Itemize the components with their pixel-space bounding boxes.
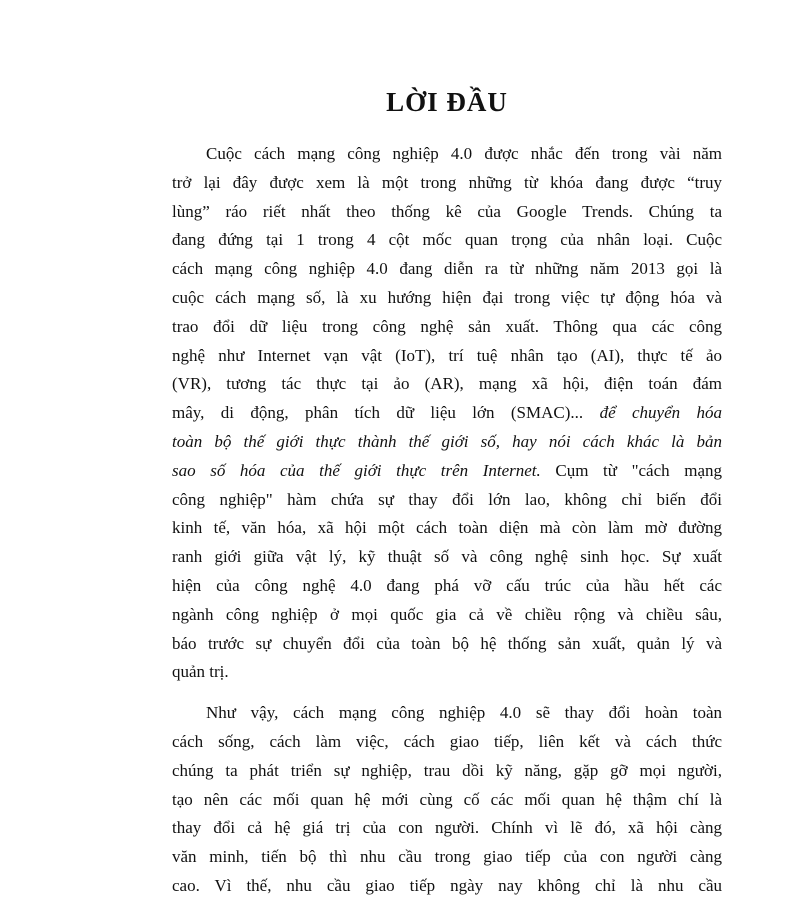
text-line: đang đứng tại 1 trong 4 cột mốc quan trọng của nhân loại. Cuộc <box>172 230 722 250</box>
text-segment: Cụm từ "cách mạng <box>555 460 723 480</box>
text-line: (VR), tương tác thực tại ảo (AR), mạng xã hội, điện toán đám <box>172 374 722 394</box>
text-line-italic <box>172 428 722 457</box>
text-line: báo trước sự chuyển đổi của toàn bộ hệ thống sản xuất, quản lý và <box>172 633 722 653</box>
text-line: Cuộc cách mạng công nghiệp 4.0 được nhắc đến trong vài năm <box>206 144 722 163</box>
text-line: tạo nên các mối quan hệ mới cùng cố các mối quan hệ thậm chí là <box>172 789 722 809</box>
text-line: công nghiệp" hàm chứa sự thay đổi lớn lao, không chỉ biến đổi <box>172 489 722 509</box>
italic-segment: toàn bộ thế giới thực thành thế giới số, hay nói cách khác là bản <box>172 431 722 451</box>
text-line: cuộc cách mạng số, là xu hướng hiện đại trong việc tự động hóa và <box>172 287 722 307</box>
text-line: kinh tế, văn hóa, xã hội một cách toàn diện mà còn làm mờ đường <box>172 518 722 538</box>
text-line-mixed <box>172 399 722 428</box>
document-page <box>172 86 722 901</box>
italic-segment: để chuyển hóa <box>599 403 723 423</box>
text-line: cách mạng công nghiệp 4.0 đang diễn ra từ những năm 2013 gọi là <box>172 259 722 279</box>
text-line: nghệ như Internet vạn vật (IoT), trí tuệ nhân tạo (AI), thực tế ảo <box>172 345 722 365</box>
text-line: văn minh, tiến bộ thì nhu cầu trong giao tiếp của con người càng <box>172 847 722 867</box>
text-line: lùng” ráo riết nhất theo thống kê của Google Trends. Chúng ta <box>172 201 722 221</box>
text-line-mixed <box>172 457 722 486</box>
text-line: cao. Vì thế, nhu cầu giao tiếp ngày nay không chỉ là nhu cầu <box>172 875 722 895</box>
text-line: ranh giới giữa vật lý, kỹ thuật số và công nghệ sinh học. Sự xuất <box>172 547 722 567</box>
text-line: cách sống, cách làm việc, cách giao tiếp, liên kết và cách thức <box>172 731 722 751</box>
text-line: ngành công nghiệp ở mọi quốc gia cả về chiều rộng và chiều sâu, <box>172 604 722 624</box>
text-line: hiện của công nghệ 4.0 đang phá vỡ cấu trúc của hầu hết các <box>172 575 722 595</box>
text-segment: mây, di động, phân tích dữ liệu lớn (SMAC)... <box>172 403 584 423</box>
text-line: trở lại đây được xem là một trong những từ khóa đang được “truy <box>172 172 722 192</box>
italic-segment: sao số hóa của thế giới thực trên Internet. <box>172 460 541 480</box>
page-title: LỜI ĐẦU <box>386 87 508 117</box>
text-line: thay đổi cả hệ giá trị của con người. Chính vì lẽ đó, xã hội càng <box>172 818 722 838</box>
text-line: Như vậy, cách mạng công nghiệp 4.0 sẽ thay đổi hoàn toàn <box>206 703 722 723</box>
paragraph-1 <box>172 140 722 687</box>
text-line: trao đổi dữ liệu trong công nghệ sản xuất. Thông qua các công <box>172 316 722 336</box>
text-line: quản trị. <box>172 662 229 682</box>
text-line: chúng ta phát triển sự nghiệp, trau dồi kỹ năng, gặp gỡ mọi người, <box>172 760 722 780</box>
